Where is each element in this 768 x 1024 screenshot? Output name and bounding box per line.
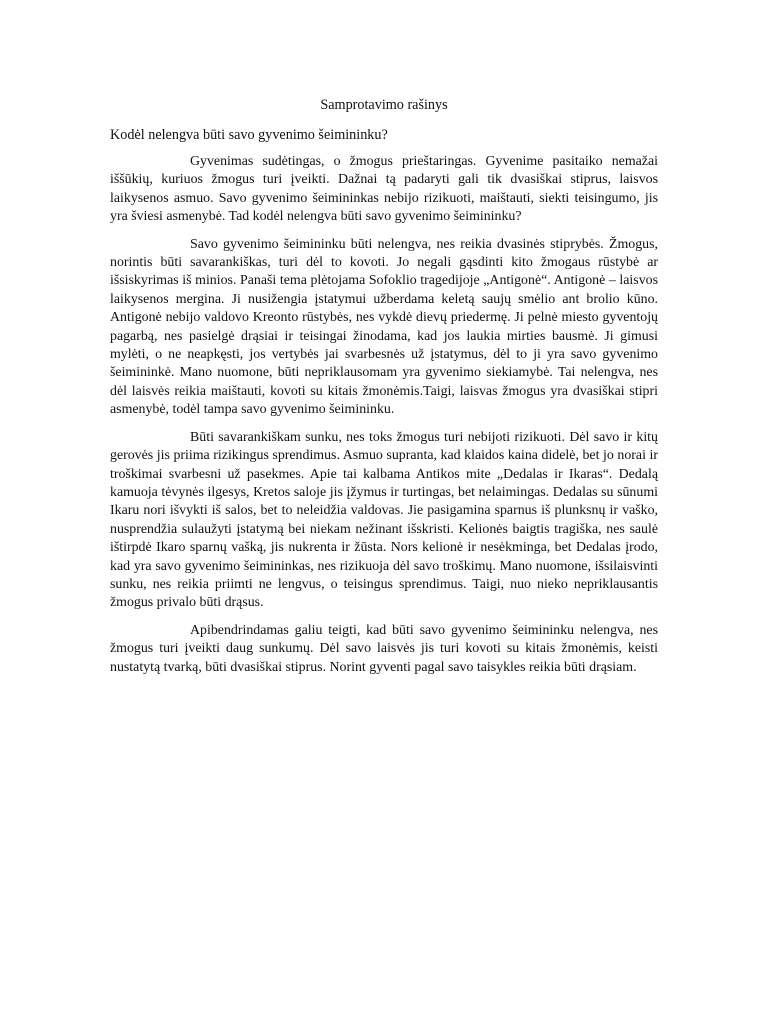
- document-page: [110, 96, 658, 686]
- essay-question: Kodėl nelengva būti savo gyvenimo šeimininku?: [110, 127, 388, 143]
- paragraph-conclusion: Apibendrindamas galiu teigti, kad būti savo gyvenimo šeimininku nelengva, nes žmogus turi įveikti daug sunkumų. Dėl savo laisvės jis turi kovoti su kitais žmonėmis, keisti nustatytą tvarką, būti dvasiškai stiprus. Norint gyventi pagal savo taisykles reikia būti drąsiam.: [110, 622, 658, 675]
- paragraph-argument-daedalus: Būti savarankiškam sunku, nes toks žmogus turi nebijoti rizikuoti. Dėl savo ir kitų gerovės jis priima rizikingus sprendimus. Asmuo supranta, kad klaidos kaina didelė, bet jo norai ir troškimai svarbesni už pasekmes. Apie tai kalbama Antikos mite „Dedalas ir Ikaras“. Dedalą kamuoja tėvynės ilgesys, Kretos saloje jis įžymus ir turtingas, bet nelaimingas. Dedalas su sūnumi Ikaru nori išvykti iš salos, bet to neleidžia valdovas. Jie pasigamina sparnus iš plunksnų ir vaško, nusprendžia sulaužyti įstatymą bei niekam nežinant išskristi. Kelionės baigtis tragiška, nes saulė ištirpdė Ikaro sparnų vašką, jis nukrenta ir žūsta. Nors kelionė ir nesėkminga, bet Dedalas įrodo, kad yra savo gyvenimo šeimininkas, nes rizikuoja dėl savo troškimų. Mano nuomone, išsilaisvinti sunku, nes reikia priimti ne lengvus, o teisingus sprendimus. Taigi, nuo nieko nepriklausantis žmogus privalo būti drąsus.: [110, 429, 658, 611]
- paragraph-argument-antigone: Savo gyvenimo šeimininku būti nelengva, nes reikia dvasinės stiprybės. Žmogus, norintis būti savarankiškas, turi dėl to kovoti. Jo negali gąsdinti kito žmogaus rūstybė ar išsiskyrimas iš minios. Panaši tema plėtojama Sofoklio tragedijoje „Antigonė“. Antigonė – laisvos laikysenos mergina. Ji nusižengia įstatymui užberdama keletą saujų smėlio ant brolio kūno. Antigonė nebijo valdovo Kreonto rūstybės, nes vykdė dievų priedermę. Ji pelnė miesto gyventojų pagarbą, nes pasielgė drąsiai ir teisingai žinodama, kad jos laukia mirties bausmė. Ji gimusi mylėti, o ne neapkęsti, jos vertybės jai svarbesnės už įstatymus, dėl to ji yra savo gyvenimo šeimininkė. Mano nuomone, būti nepriklausomam yra gyvenimo siekiamybė. Tai nelengva, nes dėl laisvės reikia maištauti, kovoti su kitais žmonėmis.Taigi, laisvas žmogus yra dvasiškai stipri asmenybė, todėl tampa savo gyvenimo šeimininku.: [110, 236, 658, 418]
- document-title: Samprotavimo rašinys: [320, 97, 448, 113]
- paragraph-introduction: Gyvenimas sudėtingas, o žmogus prieštaringas. Gyvenime pasitaiko nemažai iššūkių, kuriuos žmogus turi įveikti. Dažnai tą padaryti gali tik dvasiškai stiprus, laisvos laikysenos asmuo. Savo gyvenimo šeimininkas nebijo rizikuoti, maištauti, siekti teisingumo, jis yra šviesi asmenybė. Tad kodėl nelengva būti savo gyvenimo šeimininku?: [110, 154, 658, 225]
